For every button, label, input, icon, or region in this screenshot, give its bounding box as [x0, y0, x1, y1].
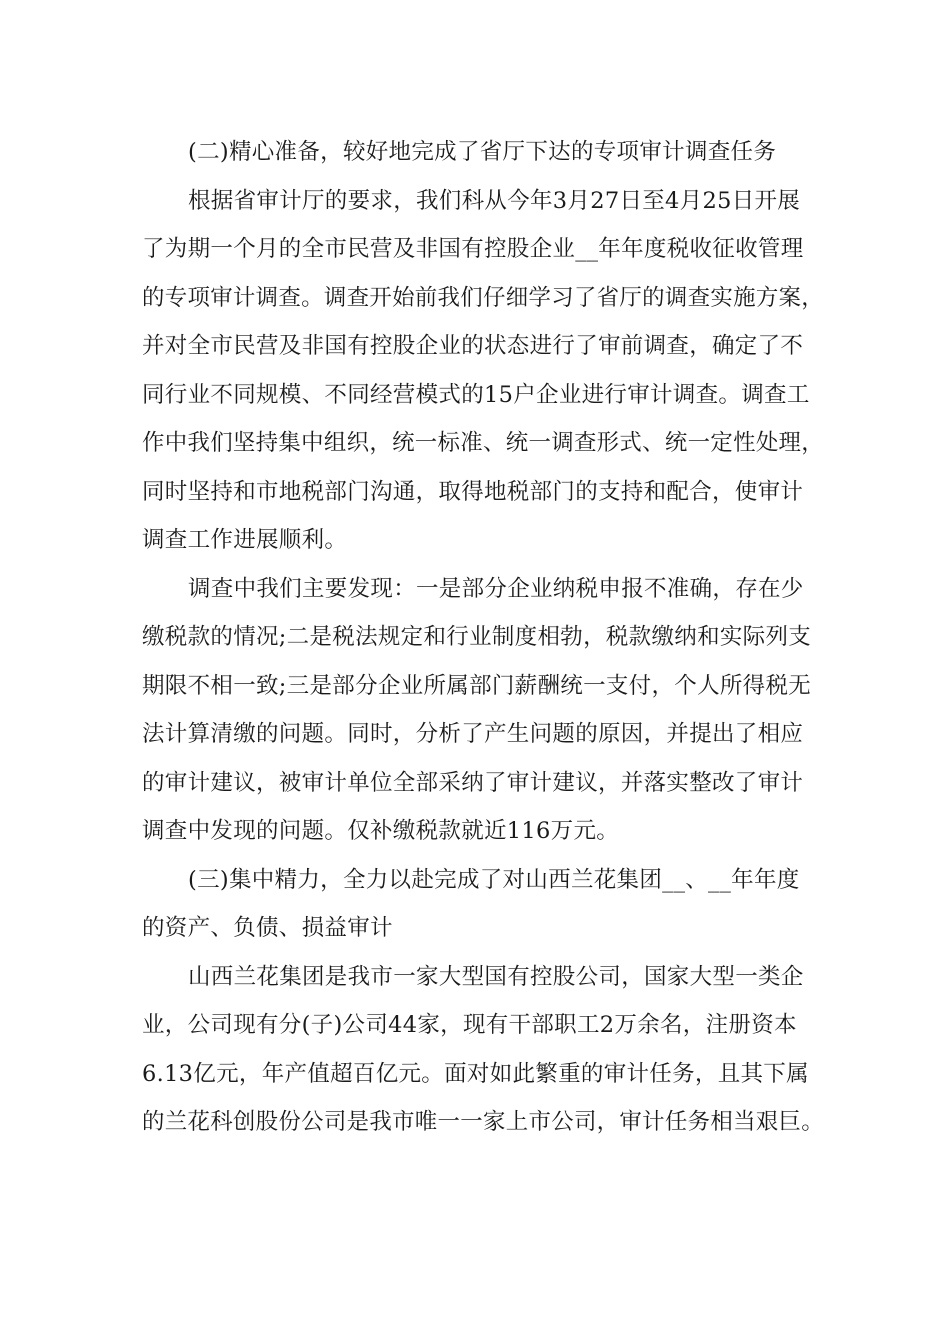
text-line: 了为期一个月的全市民营及非国有控股企业__年年度税收征收管理 — [142, 236, 804, 262]
text-line: 调查中我们主要发现：一是部分企业纳税申报不准确，存在少 — [188, 575, 804, 602]
text-line: 6.13亿元，年产值超百亿元。面对如此繁重的审计任务，且其下属 — [142, 1060, 809, 1087]
text-line: 作中我们坚持集中组织，统一标准、统一调查形式、统一定性处理， — [142, 430, 825, 456]
paragraph-findings — [142, 565, 822, 856]
text-line: 的资产、负债、损益审计 — [142, 915, 393, 941]
section-heading-3 — [142, 856, 822, 953]
text-line: 调查工作进展顺利。 — [142, 527, 348, 553]
text-line: 业，公司现有分(子)公司44家，现有干部职工2万余名，注册资本 — [142, 1012, 797, 1038]
text-line: 根据省审计厅的要求，我们科从今年3月27日至4月25日开展 — [188, 187, 801, 214]
paragraph-lanhua-group — [142, 953, 825, 1147]
text-line: 并对全市民营及非国有控股企业的状态进行了审前调查，确定了不 — [142, 333, 804, 359]
text-line: 期限不相一致;三是部分企业所属部门薪酬统一支付，个人所得税无 — [142, 672, 812, 699]
text-line: (二)精心准备，较好地完成了省厅下达的专项审计调查任务 — [188, 139, 777, 165]
text-line: 缴税款的情况;二是税法规定和行业制度相勃，税款缴纳和实际列支 — [142, 624, 812, 650]
document-body — [142, 128, 825, 1147]
text-line: 的审计建议，被审计单位全部采纳了审计建议，并落实整改了审计 — [142, 769, 804, 796]
text-line: 法计算清缴的问题。同时，分析了产生问题的原因，并提出了相应 — [142, 721, 804, 747]
text-line: 的兰花科创股份公司是我市唯一一家上市公司，审计任务相当艰巨。 — [142, 1109, 825, 1135]
section-heading-2 — [142, 128, 822, 177]
text-line: 同时坚持和市地税部门沟通，取得地税部门的支持和配合，使审计 — [142, 478, 804, 505]
text-line: 山西兰花集团是我市一家大型国有控股公司，国家大型一类企 — [188, 963, 804, 990]
text-line: (三)集中精力，全力以赴完成了对山西兰花集团__、__年年度 — [188, 866, 800, 893]
paragraph-audit-survey — [142, 177, 825, 565]
text-line: 调查中发现的问题。仅补缴税款就近116万元。 — [142, 818, 620, 844]
text-line: 同行业不同规模、不同经营模式的15户企业进行审计调查。调查工 — [142, 381, 810, 408]
text-line: 的专项审计调查。调查开始前我们仔细学习了省厅的调查实施方案， — [142, 284, 825, 311]
